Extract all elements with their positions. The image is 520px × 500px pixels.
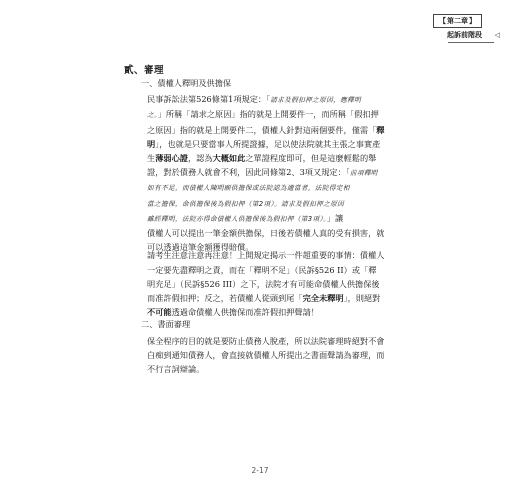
page-number: 2-17 <box>251 466 269 475</box>
chapter-label-text: 第二章 <box>447 17 468 25</box>
item-heading: 一、債權人釋明及供擔保 <box>141 78 232 88</box>
quoted-statute-text: 之。 <box>147 111 158 120</box>
text-run: 之單證程度即可，但是這麼輕鬆的舉 <box>245 153 377 163</box>
bold-text: 完全未釋明 <box>302 293 344 303</box>
text-line <box>147 211 405 226</box>
text-line <box>147 92 405 107</box>
paragraph <box>147 334 405 377</box>
text-run: 之原因」指的就是上開要件二，債權人針對這兩個要件，僅需「 <box>147 124 377 135</box>
bold-text: 大概如此 <box>212 153 246 163</box>
text-run: 保全程序的目的就是要防止債務人脫產，所以法院審理時絕對不會 <box>147 335 385 346</box>
bold-text: 明 <box>147 138 156 149</box>
text-line <box>147 277 405 291</box>
text-run: 不行言詞辯論。 <box>147 364 205 374</box>
chapter-bracket-right: 】 <box>469 17 476 25</box>
text-run: 」讓 <box>326 212 344 223</box>
text-line <box>147 348 405 362</box>
bold-text: 不可能 <box>147 307 172 318</box>
page-tab-arrow-icon: ◁ <box>494 31 500 39</box>
text-line <box>147 226 405 240</box>
text-line <box>147 248 405 262</box>
chapter-bracket-left: 【 <box>439 17 446 25</box>
section-subtitle: 起訴前階段 <box>447 31 482 39</box>
text-line <box>147 137 405 151</box>
text-run: 可以透過這筆金額獲得賠償。 <box>147 242 254 253</box>
text-line <box>147 196 405 211</box>
text-run: 」所稱「請求之原因」指的就是上開要件一，而所稱「假扣押 <box>157 109 379 120</box>
quoted-statute-text: 請求及假扣押之原因，應釋明 <box>270 96 362 105</box>
header-rule <box>448 42 494 43</box>
bold-text: 薄弱心證 <box>155 153 188 163</box>
text-run: 明充足」（民訴§526 III）之下，法院才有可能命債權人供擔保後 <box>147 278 380 289</box>
paragraph <box>147 248 405 319</box>
bold-text: 釋 <box>376 124 385 135</box>
text-run: 證，對於債務人就會不利，因此同條第2、3項又規定：「 <box>147 167 350 178</box>
text-run: 債權人可以提出一筆金額供擔保，日後若債權人真的受有損害，就 <box>147 228 385 239</box>
text-run: 而准許假扣押；反之，若債權人從頭到尾「 <box>147 293 303 303</box>
text-run: 一定要先盡釋明之責，而在「釋明不足」（民訴§526 II）或「釋 <box>147 264 377 275</box>
chapter-label <box>433 14 482 28</box>
text-line <box>147 107 405 122</box>
text-line <box>147 151 405 165</box>
text-run: 白痴到通知債務人，會直接就債權人所提出之書面聲請為審理，而 <box>147 349 385 360</box>
text-run: 生 <box>147 153 156 163</box>
text-run: 」，則絕對 <box>343 293 381 303</box>
text-line <box>147 305 405 319</box>
section-title: 貳、審理 <box>124 65 165 76</box>
text-run: 請考生注意注意再注意！上開規定揭示一件超重要的事情：債權人 <box>147 250 385 261</box>
text-run: 民事訴訟法第526條第1項規定：「 <box>147 94 271 105</box>
item-heading: 二、書面審理 <box>141 319 191 330</box>
quoted-statute-text: 雖經釋明，法院亦得命債權人供擔保後為假扣押（第3項）。 <box>147 214 327 223</box>
text-run: 」，也就是只要當事人所提證據，足以使法院就其主張之事實產 <box>155 138 381 149</box>
quoted-statute-text: 當之擔保，命供擔保後為假扣押（第2項）。請求及假扣押之原因 <box>147 199 345 208</box>
quoted-statute-text: 如有不足，而債權人陳明願供擔保或法院認為適當者，法院得定相 <box>147 184 350 193</box>
text-line <box>147 362 405 376</box>
text-line <box>147 291 405 305</box>
text-line <box>147 334 405 348</box>
paragraph <box>147 92 405 254</box>
text-line <box>147 180 405 195</box>
text-line <box>147 123 405 137</box>
quoted-statute-text: 前項釋明 <box>349 169 378 178</box>
text-line <box>147 165 405 180</box>
text-run: ，認為 <box>187 153 213 163</box>
text-run: 透過命債權人供擔保而准許假扣押聲請！ <box>171 307 319 318</box>
text-line <box>147 263 405 277</box>
